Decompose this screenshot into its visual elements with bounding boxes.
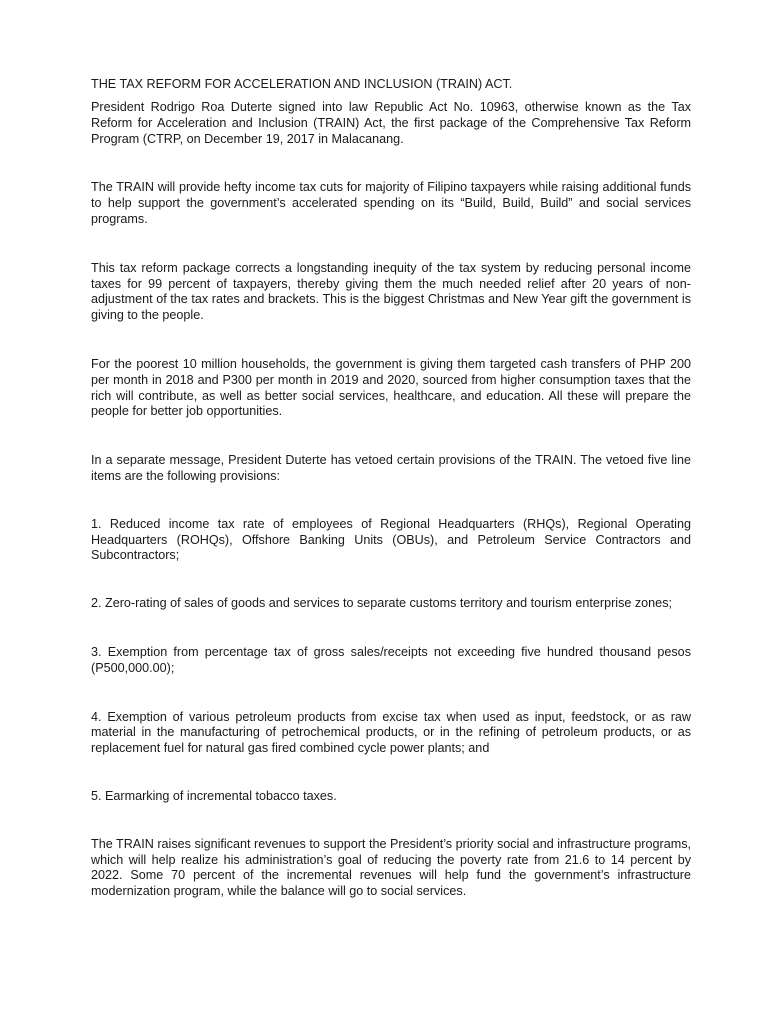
list-item-veto-5: 5. Earmarking of incremental tobacco taxes. <box>91 788 337 803</box>
list-item-veto-2: 2. Zero-rating of sales of goods and services to separate customs territory and tourism enterprise zones; <box>91 596 672 611</box>
list-item-veto-1: 1. Reduced income tax rate of employees of Regional Headquarters (RHQs), Regional Operating Headquarters (ROHQs), Offshore Banking Units (OBUs), and Petroleum Service Contractors and Subcontractors; <box>91 516 691 563</box>
paragraph-veto-message: In a separate message, President Duterte has vetoed certain provisions of the TRAIN. The vetoed five line items are the following provisions: <box>91 453 691 483</box>
list-item-veto-3: 3. Exemption from percentage tax of gross sales/receipts not exceeding five hundred thousand pesos (P500,000.00); <box>91 644 691 675</box>
paragraph-signing: President Rodrigo Roa Duterte signed into law Republic Act No. 10963, otherwise known as the Tax Reform for Acceleration and Inclusion (TRAIN) Act, the first package of the Comprehensive Tax Reform Program (CTRP, on December 19, 2017 in Malacanang. <box>91 100 691 146</box>
paragraph-cash-transfers: For the poorest 10 million households, the government is giving them targeted cash transfers of PHP 200 per month in 2018 and P300 per month in 2019 and 2020, sourced from higher consumption taxes that the rich will contribute, as well as better social services, healthcare, and education. All these will prepare the people for better job opportunities. <box>91 356 691 419</box>
list-item-veto-4: 4. Exemption of various petroleum products from excise tax when used as input, feedstock, or as raw material in the manufacturing of petrochemical products, or in the refining of petroleum products, or as replacement fuel for natural gas fired combined cycle power plants; and <box>91 709 691 756</box>
document-title: THE TAX REFORM FOR ACCELERATION AND INCLUSION (TRAIN) ACT. <box>91 77 513 91</box>
paragraph-inequity: This tax reform package corrects a longstanding inequity of the tax system by reducing personal income taxes for 99 percent of taxpayers, thereby giving them the much needed relief after 20 years of non-adjustment of the tax rates and brackets. This is the biggest Christmas and New Year gift the government is giving to the people. <box>91 260 691 323</box>
paragraph-income-tax-cuts: The TRAIN will provide hefty income tax cuts for majority of Filipino taxpayers while raising additional funds to help support the government’s accelerated spending on its “Build, Build, Build” and social services programs. <box>91 180 691 226</box>
paragraph-revenues: The TRAIN raises significant revenues to support the President’s priority social and infrastructure programs, which will help realize his administration’s goal of reducing the poverty rate from 21.6 to 14 percent by 2022. Some 70 percent of the incremental revenues will help fund the government’s infrastructure modernization program, while the balance will go to social services. <box>91 836 691 899</box>
